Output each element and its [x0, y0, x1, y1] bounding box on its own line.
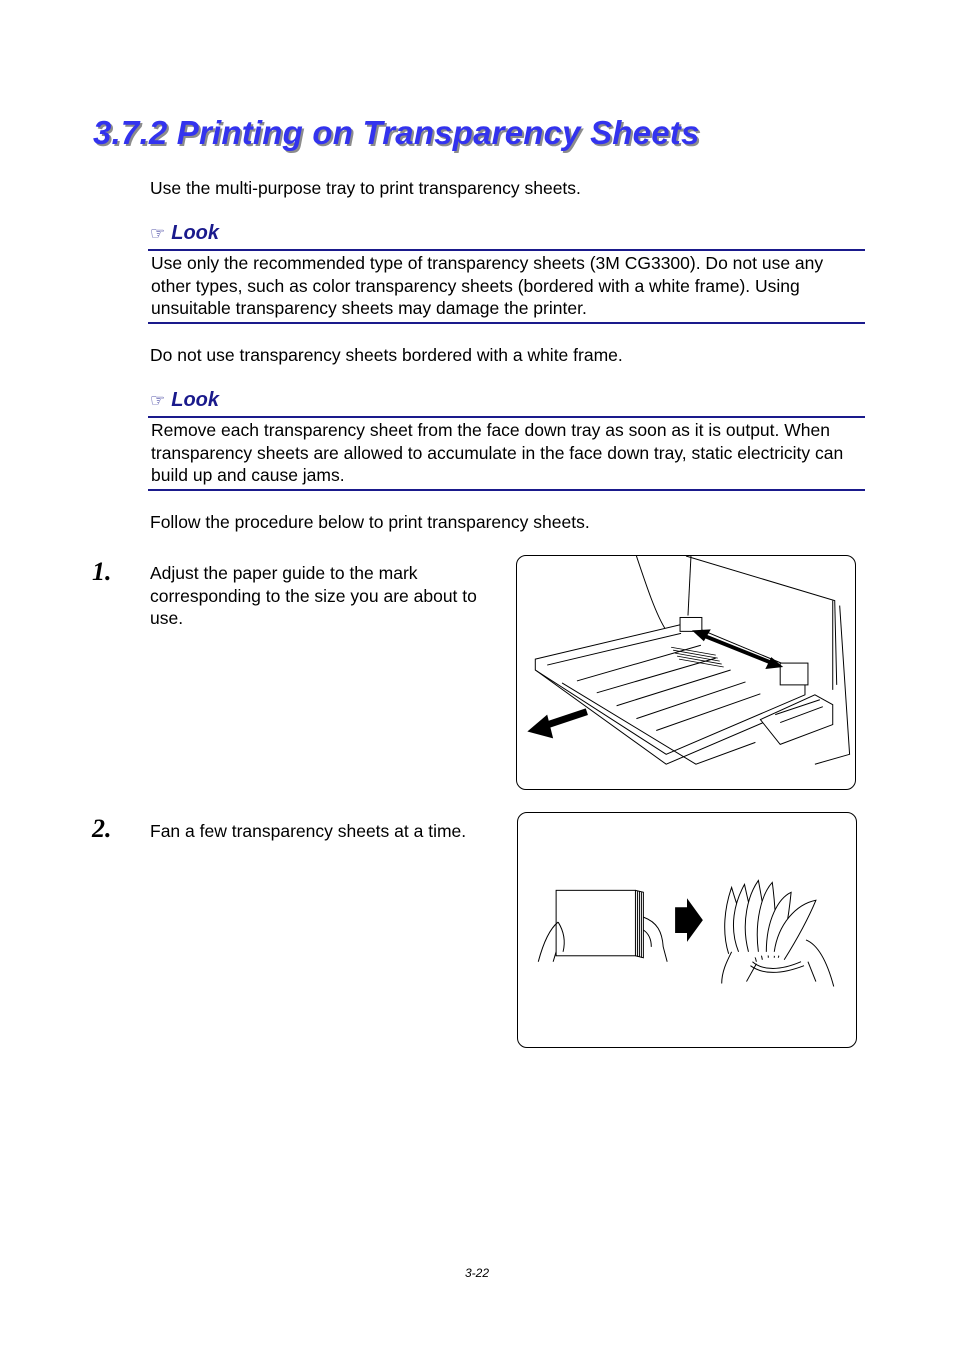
procedure-intro: Follow the procedure below to print transparency sheets. [150, 512, 590, 532]
look-heading-2 [150, 389, 219, 412]
section-title: 3.7.2 Printing on Transparency Sheets [93, 114, 700, 151]
page-number: 3-22 [464, 1266, 490, 1280]
look-note-text-1: Use only the recommended type of transparency sheets (3M CG3300). Do not use any other types, such as color transparency sheets (bordered with a white frame). Using unsuitable transparency sheets may damage the printer. [151, 253, 824, 318]
look-heading-label: Look [171, 389, 220, 411]
look-top-rule [148, 416, 865, 418]
look-note-text-2: Remove each transparency sheet from the face down tray as soon as it is output. When transparency sheets are allowed to accumulate in the face down tray, static electricity can build up and cause jams. [151, 420, 844, 485]
paper-guide-illustration [516, 555, 856, 790]
look-heading-1 [150, 222, 219, 245]
step-number-1: 1. [92, 557, 112, 586]
look-heading-label: Look [171, 222, 220, 244]
middle-paragraph: Do not use transparency sheets bordered with a white frame. [150, 345, 623, 365]
step-number-2: 2. [92, 814, 112, 843]
step-text-2: Fan a few transparency sheets at a time. [150, 821, 467, 841]
step-text-1: Adjust the paper guide to the mark corresponding to the size you are about to use. [150, 563, 477, 628]
look-bottom-rule [148, 322, 865, 324]
intro-paragraph: Use the multi-purpose tray to print transparency sheets. [150, 178, 581, 198]
pointing-hand-icon: ☞ [150, 223, 166, 243]
look-top-rule [148, 249, 865, 251]
fanning-sheets-illustration [517, 812, 857, 1048]
pointing-hand-icon: ☞ [150, 390, 166, 410]
look-bottom-rule [148, 489, 865, 491]
